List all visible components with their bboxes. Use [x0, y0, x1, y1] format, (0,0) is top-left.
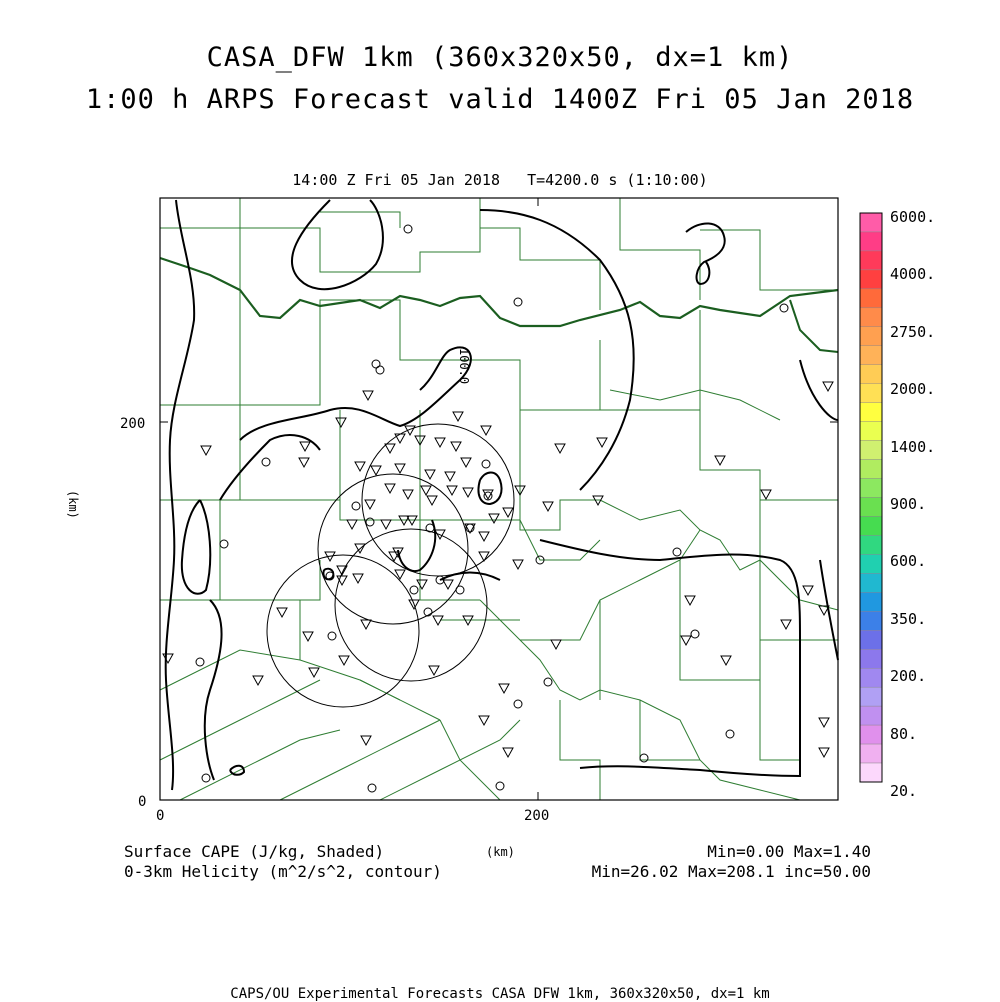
colorbar-swatch — [860, 232, 882, 251]
field1-label: Surface CAPE (J/kg, Shaded) — [124, 842, 385, 861]
station-triangle — [513, 560, 523, 569]
station-triangle — [489, 514, 499, 523]
station-circle — [366, 518, 374, 526]
field2-label: 0-3km Helicity (m^2/s^2, contour) — [124, 862, 442, 881]
station-triangle — [163, 654, 173, 663]
station-triangle — [445, 472, 455, 481]
station-triangle — [353, 574, 363, 583]
colorbar-swatch — [860, 649, 882, 668]
colorbar-label: 350. — [890, 609, 927, 628]
colorbar-swatch — [860, 479, 882, 498]
colorbar-label: 1400. — [890, 437, 936, 456]
credit-line: CAPS/OU Experimental Forecasts CASA DFW 1km, 360x320x50, dx=1 km — [230, 986, 770, 1002]
station-circle — [691, 630, 699, 638]
footer-km-label: (km) — [486, 845, 515, 859]
station-circle — [780, 304, 788, 312]
station-triangle — [339, 656, 349, 665]
station-triangle — [823, 382, 833, 391]
station-triangle — [371, 466, 381, 475]
colorbar-swatch — [860, 668, 882, 687]
station-triangle — [803, 586, 813, 595]
colorbar-swatch — [860, 573, 882, 592]
stats-helicity: Min=26.02 Max=208.1 inc=50.00 — [591, 862, 871, 881]
station-triangle — [453, 412, 463, 421]
station-triangle — [395, 434, 405, 443]
station-triangle — [761, 490, 771, 499]
station-triangle — [781, 620, 791, 629]
station-triangle — [309, 668, 319, 677]
station-circle — [410, 586, 418, 594]
station-triangle — [355, 462, 365, 471]
station-triangle — [479, 716, 489, 725]
stats-cape: Min=0.00 Max=1.40 — [707, 842, 871, 861]
station-triangle — [461, 458, 471, 467]
colorbar-swatch — [860, 384, 882, 403]
station-triangle — [551, 640, 561, 649]
station-triangle — [481, 426, 491, 435]
x-tick-0: 0 — [156, 808, 165, 824]
colorbar-swatch — [860, 213, 882, 232]
station-triangle — [479, 532, 489, 541]
station-circle — [496, 782, 504, 790]
station-triangle — [253, 676, 263, 685]
station-triangle — [385, 484, 395, 493]
station-triangle — [435, 438, 445, 447]
station-circle — [514, 700, 522, 708]
station-triangle — [555, 444, 565, 453]
valid-time-subtitle: 14:00 Z Fri 05 Jan 2018 T=4200.0 s (1:10:00) — [292, 171, 708, 189]
station-triangle — [365, 500, 375, 509]
station-triangle — [685, 596, 695, 605]
station-circle — [202, 774, 210, 782]
colorbar-swatch — [860, 327, 882, 346]
colorbar-swatch — [860, 554, 882, 573]
colorbar-swatch — [860, 308, 882, 327]
station-triangle — [385, 444, 395, 453]
colorbar-label: 2750. — [890, 322, 936, 341]
station-circle — [482, 460, 490, 468]
station-circle — [726, 730, 734, 738]
y-tick-200: 200 — [120, 416, 146, 432]
station-triangle — [421, 486, 431, 495]
station-triangle — [303, 632, 313, 641]
colorbar-label: 20. — [890, 782, 918, 800]
station-triangle — [681, 636, 691, 645]
station-circle — [372, 360, 380, 368]
station-triangle — [427, 496, 437, 505]
colorbar-swatch — [860, 744, 882, 763]
station-triangle — [299, 458, 309, 467]
x-tick-200: 200 — [524, 808, 550, 824]
contour-label: 100.0 — [457, 348, 471, 385]
station-circle — [544, 678, 552, 686]
station-triangle — [425, 470, 435, 479]
station-triangle — [336, 418, 346, 427]
station-triangle — [503, 508, 513, 517]
station-markers — [163, 225, 833, 792]
colorbar-label: 80. — [890, 724, 918, 743]
station-circle — [328, 632, 336, 640]
helicity-contours — [166, 200, 838, 790]
station-circle — [368, 784, 376, 792]
station-triangle — [543, 502, 553, 511]
colorbar-swatch — [860, 630, 882, 649]
station-triangle — [819, 718, 829, 727]
station-triangle — [347, 520, 357, 529]
colorbar-swatch — [860, 289, 882, 308]
colorbar-swatch — [860, 535, 882, 554]
colorbar-swatch — [860, 441, 882, 460]
y-tick-0: 0 — [138, 794, 147, 810]
colorbar-label: 2000. — [890, 380, 936, 399]
colorbar-swatch — [860, 498, 882, 517]
colorbar-label: 900. — [890, 495, 927, 513]
station-triangle — [429, 666, 439, 675]
colorbar-swatch — [860, 687, 882, 706]
colorbar-swatch — [860, 592, 882, 611]
station-triangle — [463, 488, 473, 497]
colorbar-swatch — [860, 346, 882, 365]
station-triangle — [479, 552, 489, 561]
station-triangle — [451, 442, 461, 451]
colorbar-swatch — [860, 422, 882, 441]
station-triangle — [597, 438, 607, 447]
colorbar-swatch — [860, 251, 882, 270]
cape-colorbar — [860, 213, 882, 782]
station-circle — [376, 366, 384, 374]
colorbar-label: 4000. — [890, 265, 936, 284]
station-triangle — [300, 442, 310, 451]
station-triangle — [277, 608, 287, 617]
station-circle — [456, 586, 464, 594]
station-triangle — [361, 620, 371, 629]
colorbar-swatch — [860, 516, 882, 535]
station-triangle — [499, 684, 509, 693]
colorbar-label: 6000. — [890, 208, 936, 226]
station-circle — [640, 754, 648, 762]
colorbar-swatch — [860, 763, 882, 782]
main-title: CASA_DFW 1km (360x320x50, dx=1 km) — [206, 42, 794, 73]
colorbar-swatch — [860, 365, 882, 384]
colorbar-swatch — [860, 460, 882, 479]
station-triangle — [447, 486, 457, 495]
state-boundary — [160, 258, 838, 326]
colorbar-swatch — [860, 403, 882, 422]
station-circle — [196, 658, 204, 666]
station-triangle — [503, 748, 513, 757]
y-axis-label: (km) — [66, 490, 80, 519]
colorbar-label: 600. — [890, 552, 927, 571]
station-triangle — [201, 446, 211, 455]
station-circle — [262, 458, 270, 466]
station-circle — [220, 540, 228, 548]
station-triangle — [721, 656, 731, 665]
station-triangle — [403, 490, 413, 499]
station-triangle — [443, 580, 453, 589]
colorbar-swatch — [860, 611, 882, 630]
forecast-title: 1:00 h ARPS Forecast valid 1400Z Fri 05 Jan 2018 — [85, 84, 915, 115]
station-circle — [352, 502, 360, 510]
station-triangle — [363, 391, 373, 400]
station-triangle — [819, 748, 829, 757]
station-triangle — [395, 464, 405, 473]
station-triangle — [715, 456, 725, 465]
station-triangle — [417, 580, 427, 589]
colorbar-label: 200. — [890, 667, 927, 686]
station-circle — [404, 225, 412, 233]
station-triangle — [381, 520, 391, 529]
colorbar-swatch — [860, 706, 882, 725]
station-circle — [673, 548, 681, 556]
station-circle — [514, 298, 522, 306]
colorbar-swatch — [860, 725, 882, 744]
station-circle — [426, 524, 434, 532]
colorbar-swatch — [860, 270, 882, 289]
station-triangle — [361, 736, 371, 745]
